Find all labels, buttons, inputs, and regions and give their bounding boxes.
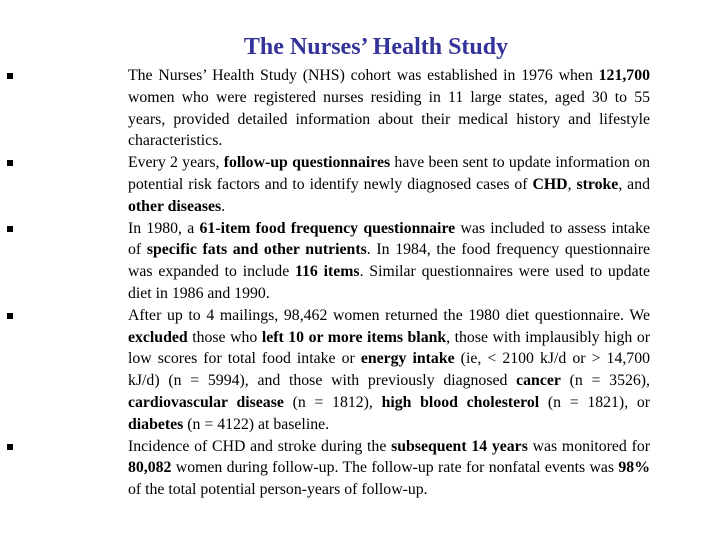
text-run: , and xyxy=(618,175,650,193)
bullet-square-icon xyxy=(7,444,13,450)
emphasis-text: follow-up questionnaires xyxy=(223,154,391,172)
text-run: (n = 3526), xyxy=(560,372,650,390)
emphasis-text: 61-item food frequency questionnaire xyxy=(199,219,456,237)
emphasis-text: stroke xyxy=(576,175,619,193)
text-run: (n = 4122) at baseline. xyxy=(183,415,330,433)
text-run: (ie, < 2100 kJ/d or > 14,700 kJ/d) (n = 5994), and those with previously diagnosed xyxy=(128,350,650,390)
emphasis-text: energy intake xyxy=(360,350,455,368)
text-run: was monitored for xyxy=(527,437,650,455)
text-run: , xyxy=(567,175,577,193)
text-run: The Nurses’ Health Study (NHS) cohort was established in 1976 when xyxy=(128,67,599,84)
text-run: Every 2 years, xyxy=(128,154,224,172)
text-run: Incidence of CHD and stroke during the xyxy=(128,437,392,455)
emphasis-text: specific fats and other nutrients xyxy=(146,241,367,259)
bullet-item xyxy=(86,65,650,152)
bullet-text xyxy=(128,65,650,152)
emphasis-text: 80,082 xyxy=(128,459,172,477)
bullet-list xyxy=(86,65,650,501)
text-run: those who xyxy=(187,328,262,346)
emphasis-text: 121,700 xyxy=(598,67,650,84)
text-run: , those with implausibly high or low scores for total food intake or xyxy=(128,328,650,368)
emphasis-text: other diseases xyxy=(128,197,222,215)
emphasis-text: subsequent 14 years xyxy=(391,437,528,455)
emphasis-text: 98% xyxy=(618,459,650,477)
bullet-item xyxy=(86,305,650,436)
emphasis-text: diabetes xyxy=(128,415,184,433)
text-run: of the total potential person-years of follow-up. xyxy=(128,481,428,499)
text-run: was included to assess intake of xyxy=(128,219,650,259)
text-run: women who were registered nurses residing in 11 large states, aged 30 to 55 years, provided detailed information about their medical history and lifestyle characteristics. xyxy=(128,88,650,150)
text-run: In 1980, a xyxy=(128,219,200,237)
bullet-item xyxy=(86,152,650,217)
text-run: . Similar questionnaires were used to update diet in 1986 and 1990. xyxy=(128,263,650,302)
bullet-item xyxy=(86,436,650,501)
text-run: . xyxy=(221,197,226,215)
bullet-square-icon xyxy=(7,313,13,319)
text-run: women during follow-up. The follow-up rate for nonfatal events was xyxy=(171,459,619,477)
emphasis-text: cardiovascular disease xyxy=(128,393,284,411)
emphasis-text: excluded xyxy=(128,328,188,346)
bullet-text xyxy=(128,436,650,501)
emphasis-text: cancer xyxy=(516,372,561,390)
slide-title: The Nurses’ Health Study xyxy=(243,34,509,60)
text-run: have been sent to update information on potential risk factors and to identify newly diagnosed cases of xyxy=(128,154,650,193)
emphasis-text: left 10 or more items blank xyxy=(261,328,447,346)
text-run: (n = 1821), or xyxy=(539,393,651,411)
bullet-square-icon xyxy=(7,160,13,166)
emphasis-text: 116 items xyxy=(295,263,360,281)
bullet-text xyxy=(128,152,650,217)
bullet-square-icon xyxy=(7,226,13,232)
text-run: . In 1984, the food frequency questionnaire was expanded to include xyxy=(128,241,650,281)
text-run: (n = 1812), xyxy=(283,393,382,411)
bullet-text xyxy=(128,218,650,305)
bullet-square-icon xyxy=(7,73,13,79)
emphasis-text: CHD xyxy=(532,175,568,193)
bullet-text xyxy=(128,305,650,436)
bullet-item xyxy=(86,218,650,305)
text-run: After up to 4 mailings, 98,462 women returned the 1980 diet questionnaire. We xyxy=(128,306,650,324)
emphasis-text: high blood cholesterol xyxy=(381,393,540,411)
